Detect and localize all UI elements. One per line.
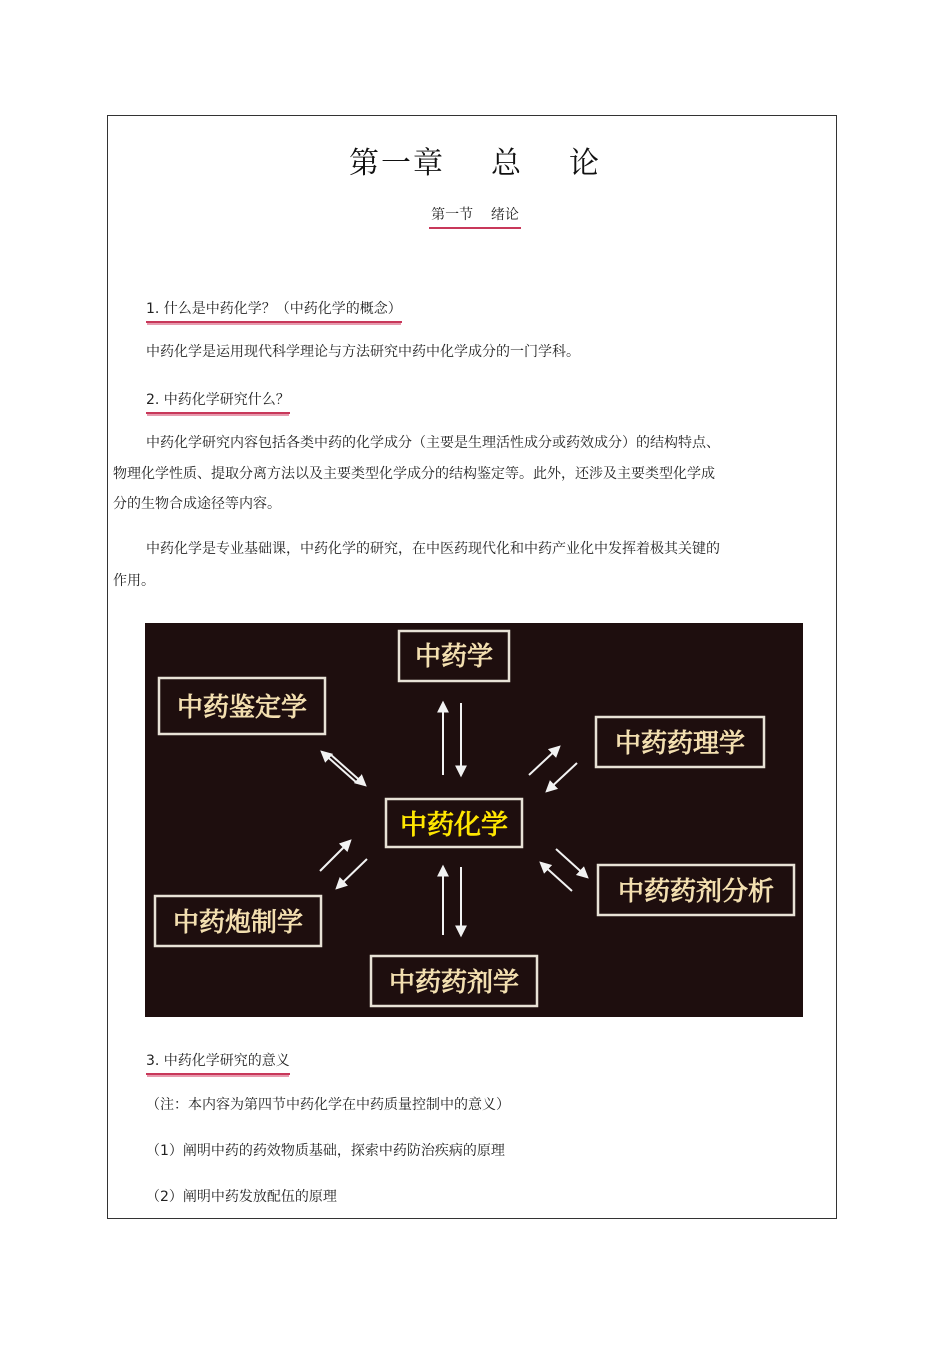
diagram-arrow bbox=[529, 747, 559, 775]
question-2-heading bbox=[146, 389, 290, 414]
diagram-label-bottom-left: 中药炮制学 bbox=[172, 908, 304, 938]
chapter-title-part: 总 bbox=[491, 146, 523, 181]
diagram-box-top bbox=[399, 631, 509, 681]
question-2-answer-line: 中药化学研究内容包括各类中药的化学成分（主要是生理活性成分或药效成分）的结构特点、 bbox=[146, 435, 720, 451]
diagram-arrow bbox=[547, 763, 577, 791]
question-2-heading-text: 2. 中药化学研究什么？ bbox=[146, 389, 290, 414]
diagram-label-top-right: 中药药理学 bbox=[614, 729, 746, 759]
question-2-answer-line: 分的生物合成途径等内容。 bbox=[113, 496, 281, 512]
diagram-label-bottom-right: 中药药剂分析 bbox=[617, 877, 775, 907]
question-3-item: （2）阐明中药发放配伍的原理 bbox=[146, 1189, 337, 1205]
chapter-title bbox=[0, 138, 950, 182]
diagram-arrow bbox=[337, 859, 367, 888]
diagram-box-bottom-right bbox=[598, 865, 794, 915]
question-3-heading-text: 3. 中药化学研究的意义 bbox=[146, 1050, 290, 1075]
diagram-arrow bbox=[541, 863, 572, 891]
question-2-extra-line: 中药化学是专业基础课，中药化学的研究，在中医药现代化和中药产业化中发挥着极其关键的 bbox=[146, 541, 720, 557]
question-3-item: （1）阐明中药的药效物质基础，探索中药防治疾病的原理 bbox=[146, 1143, 505, 1159]
diagram-arrow bbox=[556, 849, 587, 877]
diagram-label-top: 中药学 bbox=[414, 642, 494, 672]
question-1-answer: 中药化学是运用现代科学理论与方法研究中药中化学成分的一门学科。 bbox=[146, 344, 580, 360]
diagram-box-bottom-left bbox=[155, 896, 321, 946]
question-3-note: （注：本内容为第四节中药化学在中药质量控制中的意义） bbox=[146, 1097, 510, 1113]
diagram-box-bottom bbox=[371, 956, 537, 1006]
relationship-diagram-svg bbox=[145, 623, 803, 1017]
chapter-title-part: 论 bbox=[569, 146, 601, 181]
relationship-diagram bbox=[145, 623, 803, 1017]
question-2-answer-line: 物理化学性质、提取分离方法以及主要类型化学成分的结构鉴定等。此外，还涉及主要类型化学成 bbox=[113, 466, 715, 482]
diagram-label-center: 中药化学 bbox=[400, 810, 508, 841]
diagram-arrow bbox=[330, 754, 365, 785]
question-2-extra-line: 作用。 bbox=[113, 573, 155, 589]
diagram-box-top-right bbox=[596, 717, 764, 767]
diagram-label-top-left: 中药鉴定学 bbox=[176, 693, 308, 723]
section-title-text: 第一节 绪论 bbox=[429, 204, 521, 229]
diagram-arrow bbox=[322, 752, 357, 783]
diagram-arrow bbox=[320, 841, 350, 871]
diagram-box-top-left bbox=[159, 678, 325, 734]
question-3-heading bbox=[146, 1050, 290, 1075]
diagram-box-center bbox=[386, 799, 522, 847]
question-1-heading bbox=[146, 298, 402, 323]
question-1-heading-text: 1. 什么是中药化学？（中药化学的概念） bbox=[146, 298, 402, 323]
diagram-label-bottom: 中药药剂学 bbox=[388, 968, 520, 998]
section-title bbox=[0, 204, 950, 229]
chapter-title-part: 第一章 bbox=[349, 146, 445, 181]
